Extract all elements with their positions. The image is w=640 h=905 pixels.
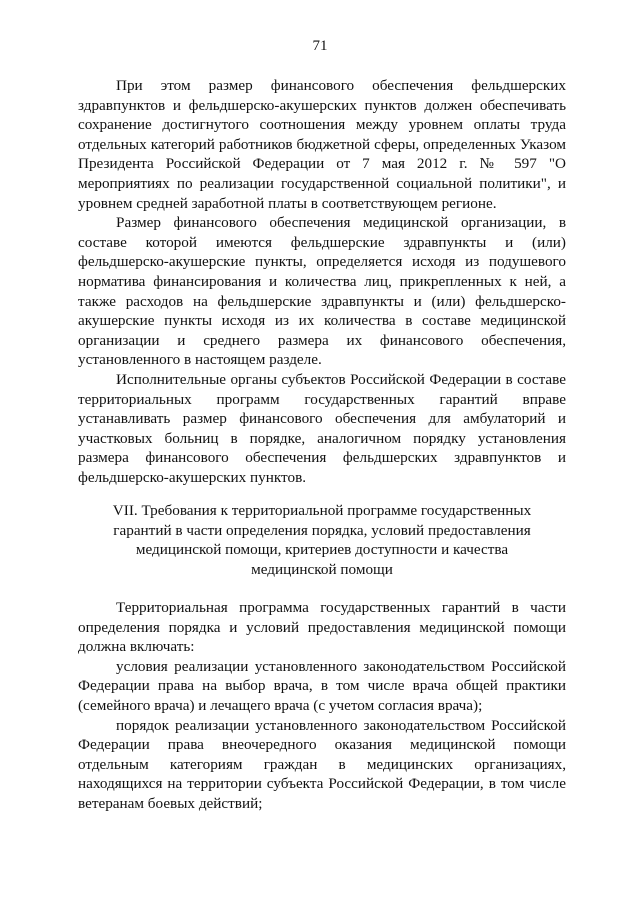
- section-heading-line: медицинской помощи, критериев доступности и качества: [135, 541, 509, 559]
- list-item-doctor-choice: условия реализации установленного законодательством Российской Федерации права на выбор врача, в том числе врача общей практики (семейного врача) и лечащего врача (с учетом согласия врача);: [78, 657, 566, 715]
- paragraph-medical-organization-funding: Размер финансового обеспечения медицинской организации, в составе которой имеются фельдшерские здравпункты и (или) фельдшерско-акушерские пункты, определяется исходя из подушевого норматива финансирования и количества лиц, прикрепленных к ней, а также расходов на фельдшерские здравпункты и (или) фельдшерско-акушерские пункты исходя из их количества в составе медицинской организации и среднего размера их финансового обеспечения, установленного в настоящем разделе.: [78, 214, 566, 369]
- section-heading-line: VII. Требования к территориальной программе государственных: [112, 502, 532, 520]
- section-heading: [78, 501, 566, 579]
- paragraph-program-requirements-intro: Территориальная программа государственных гарантий в части определения порядка и условий предоставления медицинской помощи должна включать:: [78, 599, 566, 656]
- page-content: [78, 76, 566, 814]
- paragraph-fap-funding-ratio: При этом размер финансового обеспечения фельдшерских здравпунктов и фельдшерско-акушерских пунктов должен обеспечивать сохранение достигнутого соотношения между уровнем оплаты труда отдельных категорий работников бюджетной сферы, определенных Указом Президента Российской Федерации от 7 мая 2012 г. № 597 "О мероприятиях по реализации государственной социальной политики", и уровнем средней заработной платы в соответствующем регионе.: [78, 77, 566, 212]
- paragraph-ambulatory-funding: Исполнительные органы субъектов Российской Федерации в составе территориальных программ государственных гарантий вправе устанавливать размер финансового обеспечения для амбулаторий и участковых больниц в порядке, аналогичном порядку установления размера финансового обеспечения фельдшерских здравпунктов и фельдшерско-акушерских пунктов.: [78, 370, 566, 486]
- section-heading-line: медицинской помощи: [251, 560, 393, 578]
- page-number: 71: [312, 38, 328, 54]
- list-item-priority-care: порядок реализации установленного законодательством Российской Федерации права внеочередного оказания медицинской помощи отдельным категориям граждан в медицинских организациях, находящихся на территории субъекта Российской Федерации, в том числе ветеранам боевых действий;: [78, 716, 566, 813]
- section-heading-line: гарантий в части определения порядка, условий предоставления: [113, 521, 531, 539]
